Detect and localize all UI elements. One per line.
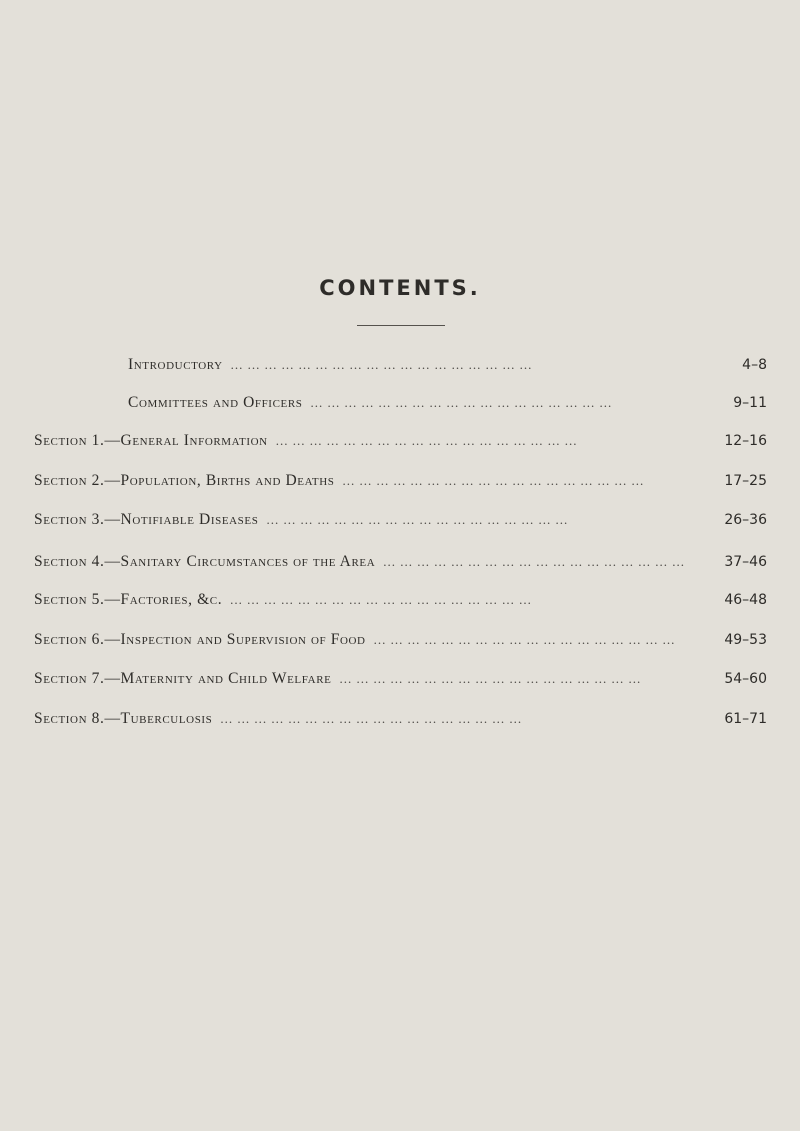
dot-leader: ... ... ... ... ... ... ... ... ... ... ... ... ... ... ... ... ... ... [342, 473, 645, 488]
toc-entry-committees[interactable] [128, 394, 767, 418]
toc-entry-pages: 37–46 [724, 554, 767, 570]
dot-leader: ... ... ... ... ... ... ... ... ... ... ... ... ... ... ... ... ... ... [339, 671, 642, 686]
dot-leader: ... ... ... ... ... ... ... ... ... ... ... ... ... ... ... ... ... ... [373, 632, 676, 647]
toc-entry-section-5[interactable] [34, 591, 767, 615]
dot-leader: ... ... ... ... ... ... ... ... ... ... ... ... ... ... ... ... ... ... [275, 433, 578, 448]
toc-entry-label: Section 2.—Population, Births and Deaths [34, 472, 335, 489]
toc-entry-pages: 26–36 [724, 512, 767, 528]
title-divider [357, 325, 445, 326]
toc-entry-label: Section 7.—Maternity and Child Welfare [34, 670, 332, 687]
dot-leader: ... ... ... ... ... ... ... ... ... ... ... ... ... ... ... ... ... ... [383, 554, 686, 569]
toc-entry-label: Committees and Officers [128, 394, 303, 411]
toc-entry-pages: 17–25 [724, 473, 767, 489]
dot-leader: ... ... ... ... ... ... ... ... ... ... ... ... ... ... ... ... ... ... [230, 357, 533, 372]
toc-entry-pages: 9–11 [733, 395, 767, 411]
toc-entry-pages: 12–16 [724, 433, 767, 449]
toc-entry-pages: 46–48 [724, 592, 767, 608]
toc-entry-label: Section 4.—Sanitary Circumstances of the Area [34, 553, 376, 570]
toc-entry-pages: 4–8 [742, 357, 767, 373]
toc-entry-pages: 54–60 [724, 671, 767, 687]
toc-entry-label: Section 1.—General Information [34, 432, 268, 449]
toc-entry-section-4[interactable] [34, 553, 767, 577]
toc-entry-label: Section 3.—Notifiable Diseases [34, 511, 259, 528]
dot-leader: ... ... ... ... ... ... ... ... ... ... ... ... ... ... ... ... ... ... [220, 711, 523, 726]
toc-entry-label: Section 6.—Inspection and Supervision of Food [34, 631, 366, 648]
toc-entry-section-8[interactable] [34, 710, 767, 734]
toc-entry-label: Section 5.—Factories, &c. [34, 591, 223, 608]
toc-entry-section-7[interactable] [34, 670, 767, 694]
toc-entry-label: Introductory [128, 356, 223, 373]
dot-leader: ... ... ... ... ... ... ... ... ... ... ... ... ... ... ... ... ... ... [310, 395, 613, 410]
toc-entry-section-3[interactable] [34, 511, 767, 535]
toc-entry-pages: 49–53 [724, 632, 767, 648]
toc-entry-pages: 61–71 [724, 711, 767, 727]
contents-title: CONTENTS. [319, 276, 481, 300]
toc-entry-introductory[interactable] [128, 356, 767, 380]
toc-entry-section-2[interactable] [34, 472, 767, 496]
toc-entry-section-1[interactable] [34, 432, 767, 456]
toc-entry-label: Section 8.—Tuberculosis [34, 710, 213, 727]
dot-leader: ... ... ... ... ... ... ... ... ... ... ... ... ... ... ... ... ... ... [230, 592, 532, 607]
dot-leader: ... ... ... ... ... ... ... ... ... ... ... ... ... ... ... ... ... ... [266, 512, 569, 527]
toc-entry-section-6[interactable] [34, 631, 767, 655]
